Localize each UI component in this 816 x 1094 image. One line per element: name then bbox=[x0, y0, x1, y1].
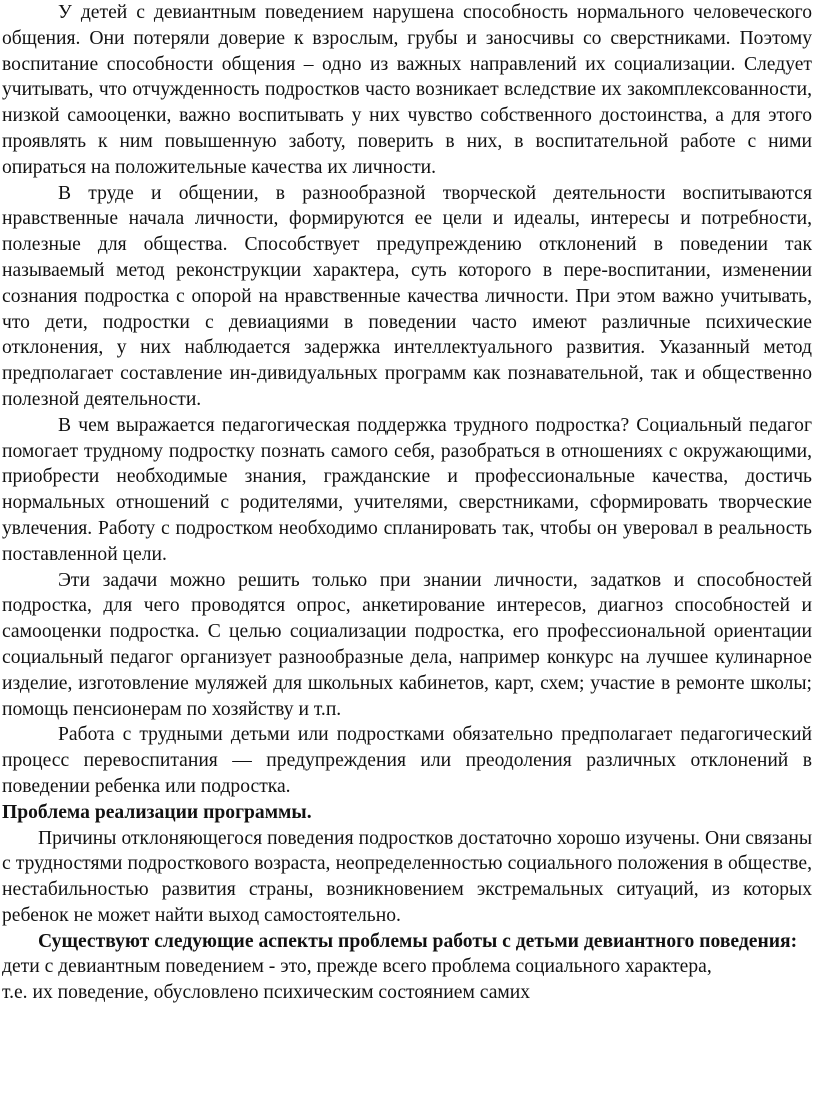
paragraph-aspects-bold: Существуют следующие аспекты проблемы работы с детьми девиантного поведения: bbox=[38, 930, 798, 952]
final-line-1: дети с девиантным поведением - это, прежде всего проблема социального характера, bbox=[2, 956, 712, 978]
paragraph-pedagogical-support: В чем выражается педагогическая поддержка трудного подростка? Социальный педагог помогает трудному подростку познать самого себя, разобраться в отношениях с окружающими, приобрести необходимые знания, гражданские и профессиональные качества, достичь нормальных отношений с родителями, учителями, сверстниками, сформировать творческие увлечения. Работу с подростком необходимо спланировать так, чтобы он уверовал в реальность поставленной цели. bbox=[2, 414, 812, 565]
paragraph-labor-and-communication: В труде и общении, в разнообразной творческой деятельности воспитываются нравственные начала личности, формируются ее цели и идеалы, интересы и потребности, полезные для общества. Способствует предупреждению отклонений в поведении так называемый метод реконструкции характера, суть которого в пере-воспитании, изменении сознания подростка с опорой на нравственные качества личности. При этом важно учитывать, что дети, подростки с девиациями в поведении часто имеют различные психические отклонения, у них наблюдается задержка интеллектуального развития. Указанный метод предполагает составление ин-дивидуальных программ как познавательной, так и общественно полезной деятельности. bbox=[2, 182, 812, 410]
paragraph-re-education: Работа с трудными детьми или подростками обязательно предполагает педагогический процесс перевоспитания — предупреждения или преодоления различных отклонений в поведении ребенка или подростка. bbox=[2, 724, 812, 797]
paragraph-causes: Причины отклоняющегося поведения подростков достаточно хорошо изучены. Они связаны с трудностями подросткового возраста, неопределенностью социального положения в обществе, нестабильностью развития страны, возникновением экстремальных ситуаций, из которых ребенок не может найти выход самостоятельно. bbox=[2, 827, 812, 926]
paragraph-communication: У детей с девиантным поведением нарушена способность нормального человеческого общения. Они потеряли доверие к взрослым, грубы и заносчивы со сверстниками. Поэтому воспитание способности общения – одно из важных направлений их социализации. Следует учитывать, что отчужденность подростков часто возникает вследствие их закомплексованности, низкой самооценки, важно воспитывать у них чувство собственного достоинства, а для этого проявлять к ним повышенную заботу, поверить в них, в воспитательной работе с ними опираться на положительные качества их личности. bbox=[2, 2, 812, 178]
section-heading: Проблема реализации программы. bbox=[2, 801, 312, 823]
paragraph-tasks: Эти задачи можно решить только при знании личности, задатков и способностей подростка, для чего проводятся опрос, анкетирование интересов, диагноз способностей и самооценки подростка. С целью социализации подростка, его профессиональной ориентации социальный педагог организует разнообразные дела, например конкурс на лучшее кулинарное изделие, изготовление муляжей для школьных кабинетов, карт, схем; участие в ремонте школы; помощь пенсионерам по хозяйству и т.п. bbox=[2, 569, 812, 720]
final-line-2: т.е. их поведение, обусловлено психическим состоянием самих bbox=[2, 982, 531, 1004]
